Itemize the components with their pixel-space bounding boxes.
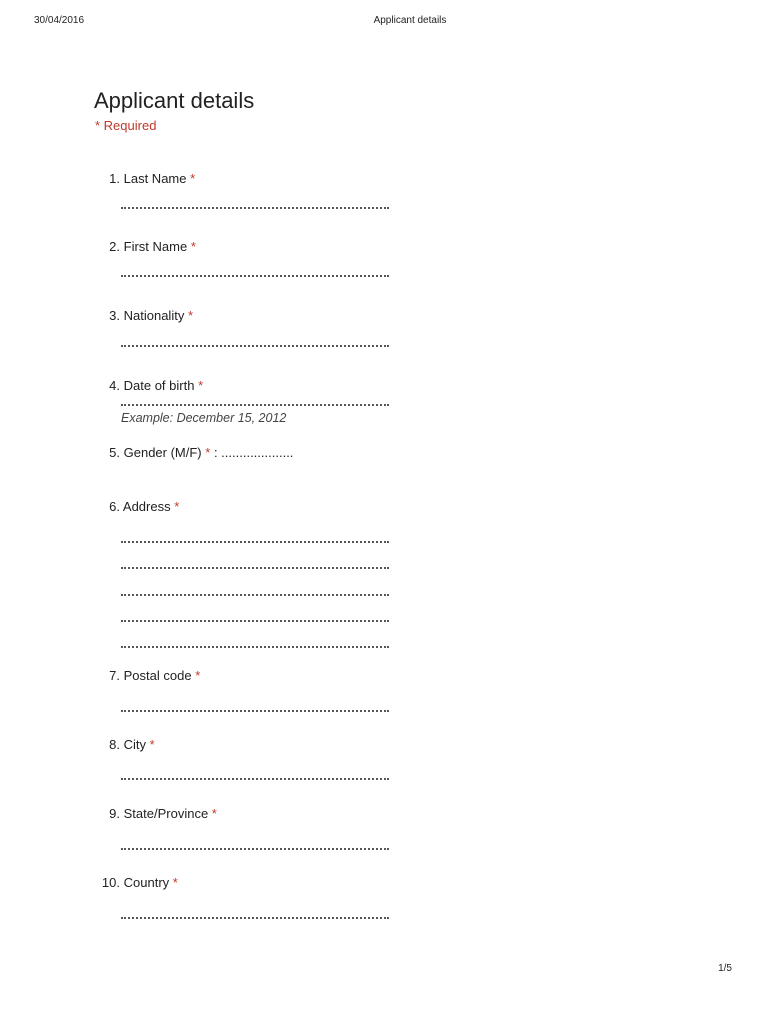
question-label: Nationality bbox=[123, 308, 185, 323]
last-name-field[interactable] bbox=[121, 207, 389, 209]
question-number: 9. bbox=[109, 806, 120, 821]
required-star: * bbox=[195, 668, 201, 683]
question-number: 10. bbox=[101, 875, 120, 890]
question-gender bbox=[96, 444, 396, 462]
address-field-line-3[interactable] bbox=[121, 594, 389, 596]
question-number: 3. bbox=[109, 308, 120, 323]
required-star: * bbox=[174, 499, 180, 514]
form-title: Applicant details bbox=[94, 88, 255, 113]
question-number: 7. bbox=[109, 668, 120, 683]
question-label: City bbox=[123, 737, 147, 752]
country-field[interactable] bbox=[121, 917, 389, 919]
question-first-name bbox=[96, 238, 396, 256]
postal-code-field[interactable] bbox=[121, 710, 389, 712]
nationality-field[interactable] bbox=[121, 345, 389, 347]
address-field-line-4[interactable] bbox=[121, 620, 389, 622]
address-field-line-1[interactable] bbox=[121, 541, 389, 543]
required-star: * bbox=[205, 445, 211, 460]
question-label: Country bbox=[123, 875, 170, 890]
question-country bbox=[96, 874, 396, 892]
required-star: * bbox=[190, 171, 196, 186]
required-star: * bbox=[198, 378, 204, 393]
date-of-birth-field[interactable] bbox=[121, 404, 389, 406]
city-field[interactable] bbox=[121, 778, 389, 780]
address-field-line-2[interactable] bbox=[121, 567, 389, 569]
question-label: Gender (M/F) bbox=[123, 445, 202, 460]
question-number: 4. bbox=[109, 378, 120, 393]
question-address bbox=[96, 498, 396, 516]
question-city bbox=[96, 736, 396, 754]
question-number: 6. bbox=[109, 499, 120, 514]
page-number: 1/5 bbox=[718, 963, 732, 974]
question-number: 2. bbox=[109, 239, 120, 254]
question-date-of-birth bbox=[96, 377, 396, 395]
required-star: * bbox=[187, 308, 194, 323]
question-last-name bbox=[96, 170, 396, 188]
required-note: * Required bbox=[95, 118, 157, 133]
date-of-birth-hint: Example: December 15, 2012 bbox=[121, 411, 287, 425]
question-nationality bbox=[96, 307, 396, 325]
question-postal-code bbox=[96, 667, 396, 685]
question-number: 8. bbox=[109, 737, 120, 752]
question-label: First Name bbox=[123, 239, 188, 254]
gender-field[interactable]: : .................... bbox=[213, 445, 294, 460]
first-name-field[interactable] bbox=[121, 275, 389, 277]
question-label: Address bbox=[122, 499, 171, 514]
question-label: Last Name bbox=[123, 171, 187, 186]
required-star: * bbox=[149, 737, 155, 752]
question-number: 5. bbox=[109, 445, 120, 460]
question-label: State/Province bbox=[123, 806, 209, 821]
question-label: Postal code bbox=[123, 668, 192, 683]
question-number: 1. bbox=[109, 171, 120, 186]
state-province-field[interactable] bbox=[121, 848, 389, 850]
required-star: * bbox=[172, 875, 178, 890]
required-star: * bbox=[211, 806, 217, 821]
question-state-province bbox=[96, 805, 396, 823]
print-header bbox=[0, 15, 768, 29]
question-label: Date of birth bbox=[123, 378, 195, 393]
print-title: Applicant details bbox=[373, 15, 447, 26]
required-star: * bbox=[190, 239, 196, 254]
print-date: 30/04/2016 bbox=[34, 15, 85, 26]
address-field-line-5[interactable] bbox=[121, 646, 389, 648]
